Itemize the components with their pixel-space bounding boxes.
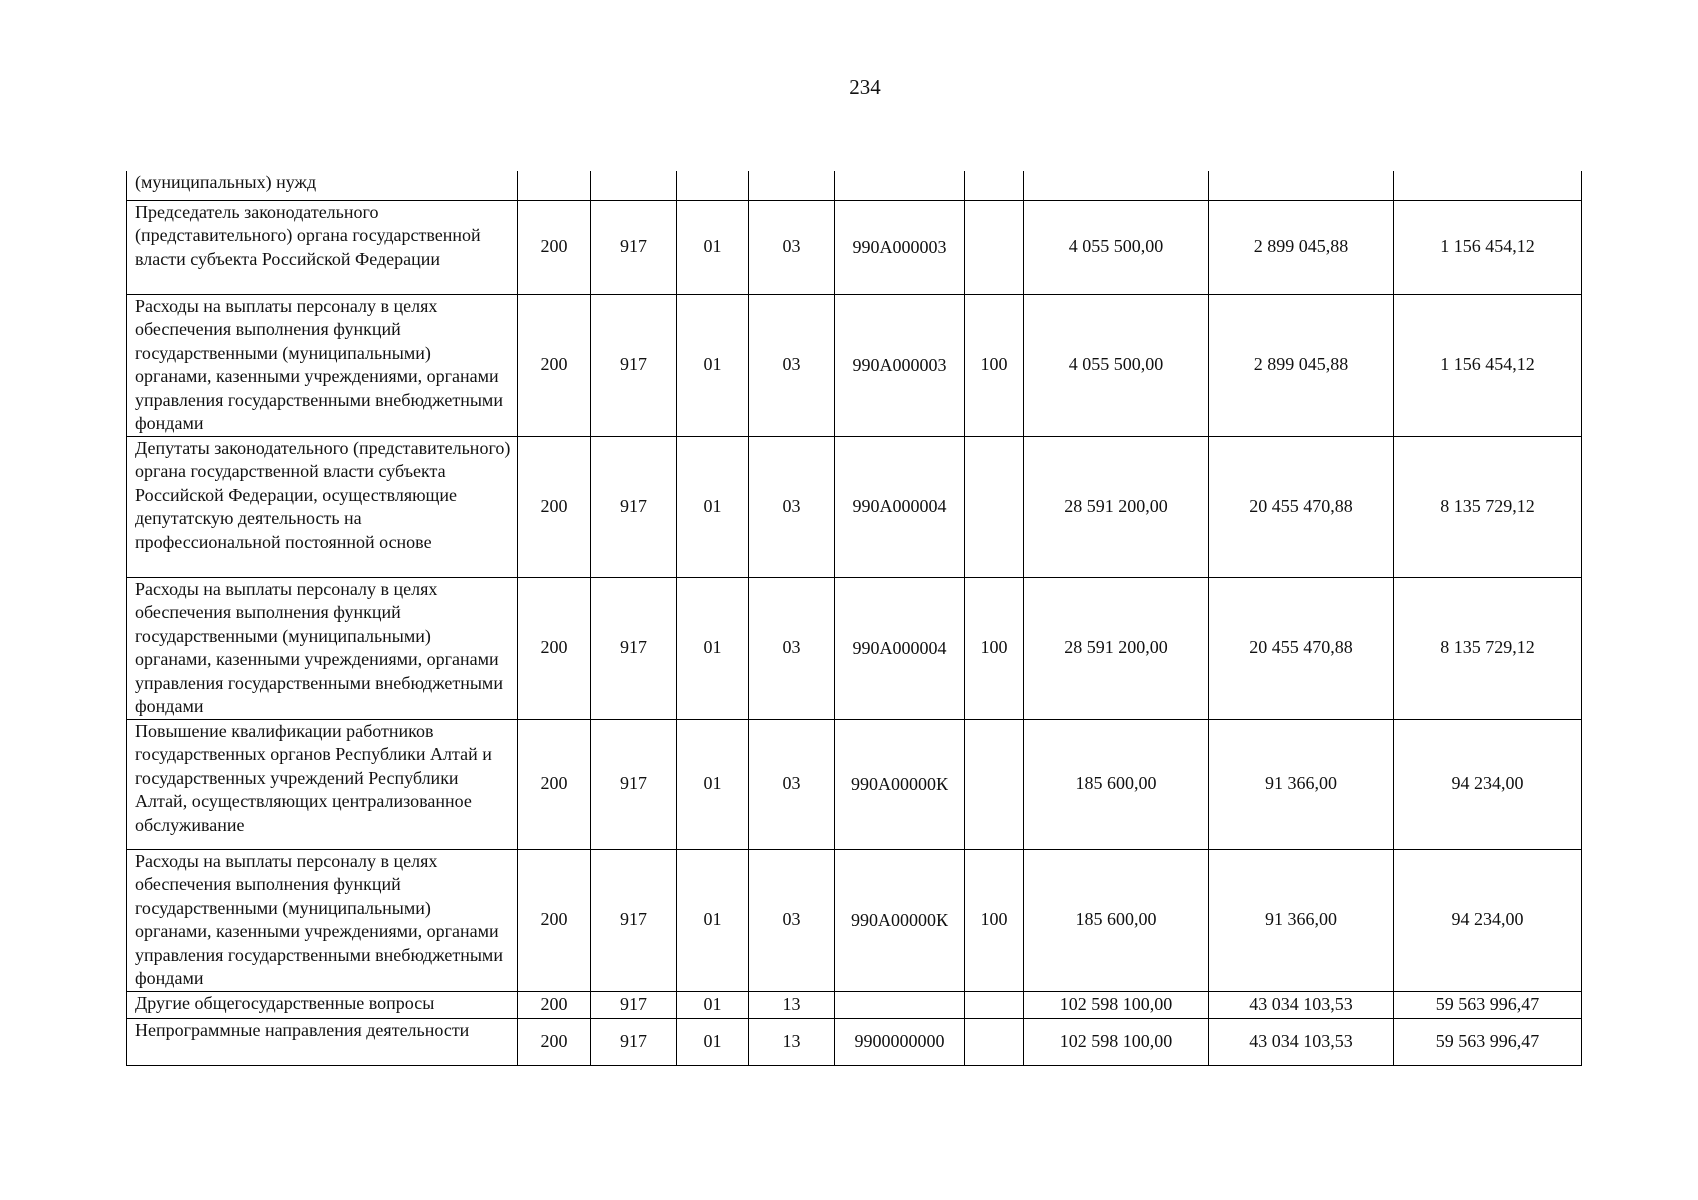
table-row [127,849,1582,991]
row-name: Другие общегосударственные вопросы [127,991,518,1018]
cell-v2: 20 455 470,88 [1209,436,1394,577]
cell-c6 [965,991,1024,1018]
cell-v2 [1209,171,1394,200]
cell-c3: 01 [677,577,749,719]
cell-c1: 200 [518,294,591,436]
table-row [127,294,1582,436]
cell-c6: 100 [965,577,1024,719]
cell-v3: 8 135 729,12 [1394,436,1582,577]
cell-c4: 03 [749,294,835,436]
cell-c3: 01 [677,200,749,294]
row-name: (муниципальных) нужд [127,171,518,200]
cell-v1: 28 591 200,00 [1024,577,1209,719]
cell-c5 [835,171,965,200]
cell-v3: 1 156 454,12 [1394,294,1582,436]
cell-c4: 13 [749,1018,835,1065]
cell-c1: 200 [518,849,591,991]
cell-c4: 03 [749,719,835,849]
cell-c2: 917 [591,294,677,436]
cell-v2: 43 034 103,53 [1209,991,1394,1018]
cell-c1: 200 [518,200,591,294]
table-row [127,719,1582,849]
table-row [127,436,1582,577]
cell-c6 [965,436,1024,577]
cell-v3: 94 234,00 [1394,849,1582,991]
cell-v3: 8 135 729,12 [1394,577,1582,719]
cell-v1: 4 055 500,00 [1024,200,1209,294]
table-row [127,171,1582,200]
cell-v2: 2 899 045,88 [1209,294,1394,436]
cell-c6 [965,200,1024,294]
cell-c3: 01 [677,294,749,436]
cell-c2: 917 [591,577,677,719]
cell-v3: 59 563 996,47 [1394,1018,1582,1065]
cell-c4: 03 [749,849,835,991]
cell-c4 [749,171,835,200]
cell-c2: 917 [591,1018,677,1065]
cell-c6 [965,719,1024,849]
cell-c5 [835,991,965,1018]
cell-c1: 200 [518,719,591,849]
table-row [127,577,1582,719]
cell-c3: 01 [677,719,749,849]
cell-v1: 185 600,00 [1024,849,1209,991]
row-name: Депутаты законодательного (представительного) органа государственной власти субъекта Российской Федерации, осуществляющие депутатскую деятельность на профессиональной постоянной основе [127,436,518,577]
cell-c5: 990А000003 [835,294,965,436]
cell-c6 [965,1018,1024,1065]
table-row [127,1018,1582,1065]
cell-c5: 990А00000К [835,849,965,991]
cell-c1: 200 [518,991,591,1018]
cell-c2: 917 [591,436,677,577]
cell-v2: 43 034 103,53 [1209,1018,1394,1065]
cell-v1 [1024,171,1209,200]
table-row [127,991,1582,1018]
cell-v2: 20 455 470,88 [1209,577,1394,719]
row-name: Расходы на выплаты персоналу в целях обеспечения выполнения функций государственными (муниципальными) органами, казенными учреждениями, органами управления государственными внебюджетными фондами [127,849,518,991]
cell-c2: 917 [591,200,677,294]
cell-c4: 03 [749,577,835,719]
cell-v2: 2 899 045,88 [1209,200,1394,294]
cell-c2 [591,171,677,200]
cell-c6: 100 [965,849,1024,991]
table-row [127,200,1582,294]
cell-c3: 01 [677,991,749,1018]
cell-c2: 917 [591,719,677,849]
cell-c3: 01 [677,436,749,577]
cell-c6: 100 [965,294,1024,436]
cell-c3: 01 [677,849,749,991]
cell-c1: 200 [518,577,591,719]
cell-c1: 200 [518,436,591,577]
row-name: Повышение квалификации работников государственных органов Республики Алтай и государственных учреждений Республики Алтай, осуществляющих централизованное обслуживание [127,719,518,849]
cell-c3: 01 [677,1018,749,1065]
cell-c3 [677,171,749,200]
cell-v1: 4 055 500,00 [1024,294,1209,436]
cell-c5: 990А000003 [835,200,965,294]
page-number: 234 [849,75,881,99]
cell-c6 [965,171,1024,200]
cell-v2: 91 366,00 [1209,719,1394,849]
cell-v3 [1394,171,1582,200]
cell-c4: 03 [749,436,835,577]
cell-c2: 917 [591,849,677,991]
cell-v1: 185 600,00 [1024,719,1209,849]
cell-c1 [518,171,591,200]
row-name: Расходы на выплаты персоналу в целях обеспечения выполнения функций государственными (муниципальными) органами, казенными учреждениями, органами управления государственными внебюджетными фондами [127,294,518,436]
cell-v3: 94 234,00 [1394,719,1582,849]
cell-c1: 200 [518,1018,591,1065]
cell-v1: 102 598 100,00 [1024,991,1209,1018]
cell-v1: 102 598 100,00 [1024,1018,1209,1065]
cell-c5: 990А000004 [835,436,965,577]
cell-c4: 13 [749,991,835,1018]
cell-v1: 28 591 200,00 [1024,436,1209,577]
cell-c4: 03 [749,200,835,294]
cell-v3: 1 156 454,12 [1394,200,1582,294]
row-name: Расходы на выплаты персоналу в целях обеспечения выполнения функций государственными (муниципальными) органами, казенными учреждениями, органами управления государственными внебюджетными фондами [127,577,518,719]
budget-table [126,171,1582,1066]
cell-c5: 9900000000 [835,1018,965,1065]
row-name: Непрограммные направления деятельности [127,1018,518,1065]
cell-v2: 91 366,00 [1209,849,1394,991]
cell-c5: 990А00000К [835,719,965,849]
cell-c5: 990А000004 [835,577,965,719]
cell-c2: 917 [591,991,677,1018]
cell-v3: 59 563 996,47 [1394,991,1582,1018]
row-name: Председатель законодательного (представительного) органа государственной власти субъекта Российской Федерации [127,200,518,294]
